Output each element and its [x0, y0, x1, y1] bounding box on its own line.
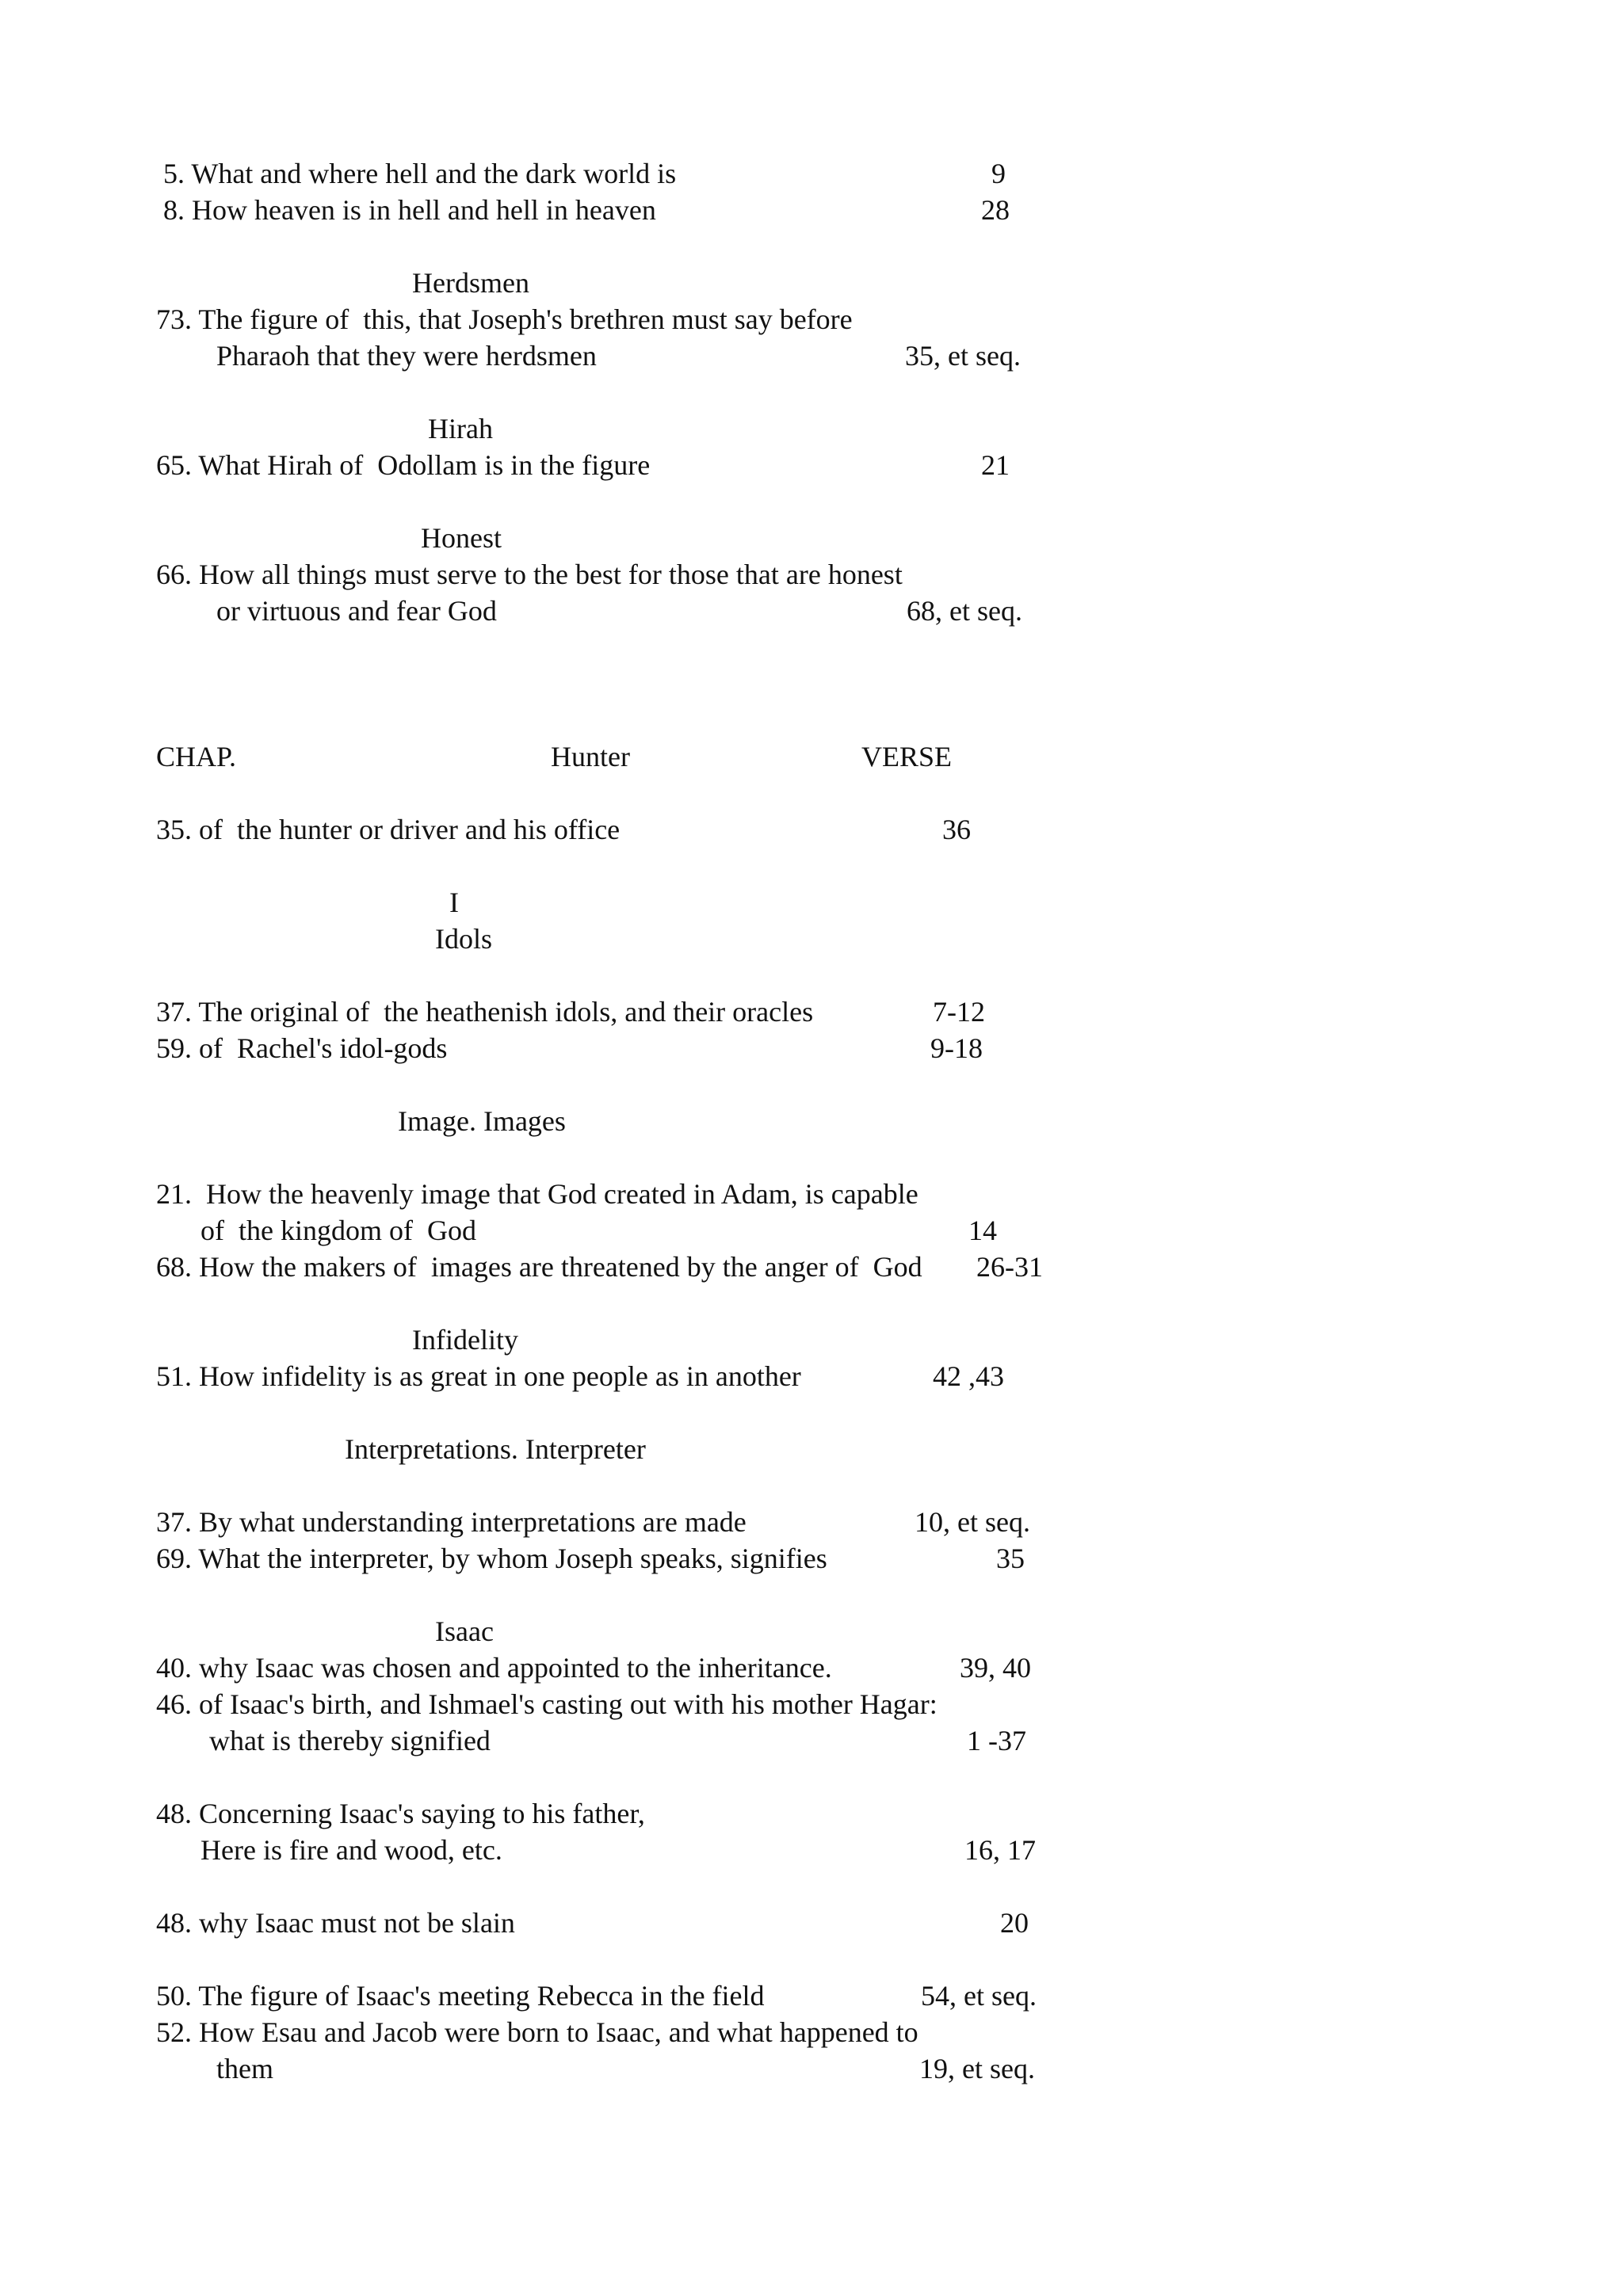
entry-reference: 36	[942, 814, 971, 845]
entry-reference: 14	[968, 1215, 997, 1246]
entry-text: what is thereby signified	[209, 1725, 491, 1756]
entry-text: 69. What the interpreter, by whom Joseph speaks, signifies	[156, 1543, 827, 1574]
section-heading	[0, 1103, 1623, 1139]
index-entry	[0, 155, 1623, 192]
index-entry	[0, 1540, 1623, 1577]
index-entry	[0, 192, 1623, 228]
index-entry	[0, 2014, 1623, 2050]
section-heading	[0, 1613, 1623, 1650]
heading-text: Isaac	[435, 1615, 494, 1647]
chap-label: CHAP.	[156, 741, 237, 772]
section-heading	[0, 265, 1623, 301]
entry-text: Pharaoh that they were herdsmen	[216, 340, 597, 372]
entry-text: 59. of Rachel's idol-gods	[156, 1032, 448, 1064]
index-entry-continuation	[0, 593, 1623, 629]
index-entry	[0, 994, 1623, 1030]
entry-reference: 10, et seq.	[915, 1506, 1030, 1538]
entry-reference: 26-31	[976, 1251, 1043, 1283]
entry-reference: 9	[991, 158, 1006, 189]
entry-text: 73. The figure of this, that Joseph's brethren must say before	[156, 303, 853, 335]
index-entry-continuation	[0, 1722, 1623, 1759]
entry-reference: 20	[1000, 1907, 1029, 1939]
entry-reference: 28	[981, 194, 1010, 226]
section-heading	[0, 1431, 1623, 1467]
entry-reference: 1 -37	[967, 1725, 1026, 1756]
heading-text: Interpretations. Interpreter	[345, 1433, 646, 1465]
entry-text: or virtuous and fear God	[216, 595, 497, 627]
index-entry	[0, 1686, 1623, 1722]
heading-text: Honest	[421, 522, 502, 554]
entry-text: 35. of the hunter or driver and his office	[156, 814, 621, 845]
section-heading	[0, 1322, 1623, 1358]
index-entry-continuation	[0, 338, 1623, 374]
index-entry-continuation	[0, 1832, 1623, 1868]
section-heading	[0, 410, 1623, 447]
verse-label: VERSE	[861, 741, 953, 772]
entry-text: 48. Concerning Isaac's saying to his father,	[156, 1798, 645, 1829]
section-heading	[0, 921, 1623, 957]
index-entry	[0, 1030, 1623, 1066]
entry-text: 66. How all things must serve to the best for those that are honest	[156, 559, 903, 590]
letter-heading	[0, 884, 1623, 921]
entry-reference: 42 ,43	[933, 1360, 1004, 1392]
entry-reference: 9-18	[930, 1032, 983, 1064]
entry-text: 46. of Isaac's birth, and Ishmael's casting out with his mother Hagar:	[156, 1688, 938, 1720]
index-entry-continuation	[0, 2050, 1623, 2087]
entry-reference: 19, et seq.	[919, 2053, 1035, 2084]
index-entry	[0, 1905, 1623, 1941]
letter-text: I	[449, 887, 459, 918]
entry-reference: 35	[996, 1543, 1025, 1574]
heading-text: Hirah	[428, 413, 493, 444]
heading-text: Infidelity	[412, 1324, 518, 1356]
entry-reference: 54, et seq.	[921, 1980, 1037, 2012]
entry-text: 37. By what understanding interpretations are made	[156, 1506, 747, 1538]
index-entry	[0, 447, 1623, 483]
heading-text: Hunter	[551, 741, 630, 772]
index-entry	[0, 301, 1623, 338]
entry-reference: 21	[981, 449, 1010, 481]
entry-reference: 35, et seq.	[905, 340, 1021, 372]
entry-text: 65. What Hirah of Odollam is in the figure	[156, 449, 651, 481]
entry-reference: 16, 17	[964, 1834, 1036, 1866]
index-entry	[0, 1249, 1623, 1285]
index-entry	[0, 1978, 1623, 2014]
index-entry	[0, 1504, 1623, 1540]
heading-text: Idols	[435, 923, 492, 955]
index-entry-continuation	[0, 1212, 1623, 1249]
index-entry	[0, 1650, 1623, 1686]
entry-text: 48. why Isaac must not be slain	[156, 1907, 515, 1939]
index-entry	[0, 1795, 1623, 1832]
entry-text: 5. What and where hell and the dark world is	[163, 158, 677, 189]
entry-text: 40. why Isaac was chosen and appointed to the inheritance.	[156, 1652, 832, 1684]
index-entry	[0, 556, 1623, 593]
entry-text: 8. How heaven is in hell and hell in heaven	[163, 194, 656, 226]
heading-text: Herdsmen	[412, 267, 529, 299]
section-heading	[0, 520, 1623, 556]
entry-reference: 68, et seq.	[907, 595, 1022, 627]
entry-text: 21. How the heavenly image that God created in Adam, is capable	[156, 1178, 918, 1210]
entry-text: 68. How the makers of images are threatened by the anger of God	[156, 1251, 922, 1283]
entry-reference: 7-12	[933, 996, 985, 1028]
entry-text: them	[216, 2053, 273, 2084]
entry-text: 50. The figure of Isaac's meeting Rebecca in the field	[156, 1980, 765, 2012]
entry-reference: 39, 40	[960, 1652, 1031, 1684]
entry-text: Here is fire and wood, etc.	[200, 1834, 502, 1866]
index-entry	[0, 811, 1623, 848]
entry-text: 51. How infidelity is as great in one people as in another	[156, 1360, 801, 1392]
heading-text: Image. Images	[398, 1105, 566, 1137]
entry-text: 37. The original of the heathenish idols, and their oracles	[156, 996, 814, 1028]
index-entry	[0, 1358, 1623, 1394]
entry-text: of the kingdom of God	[200, 1215, 476, 1246]
entry-text: 52. How Esau and Jacob were born to Isaac, and what happened to	[156, 2016, 918, 2048]
column-header	[0, 738, 1623, 775]
index-entry	[0, 1176, 1623, 1212]
